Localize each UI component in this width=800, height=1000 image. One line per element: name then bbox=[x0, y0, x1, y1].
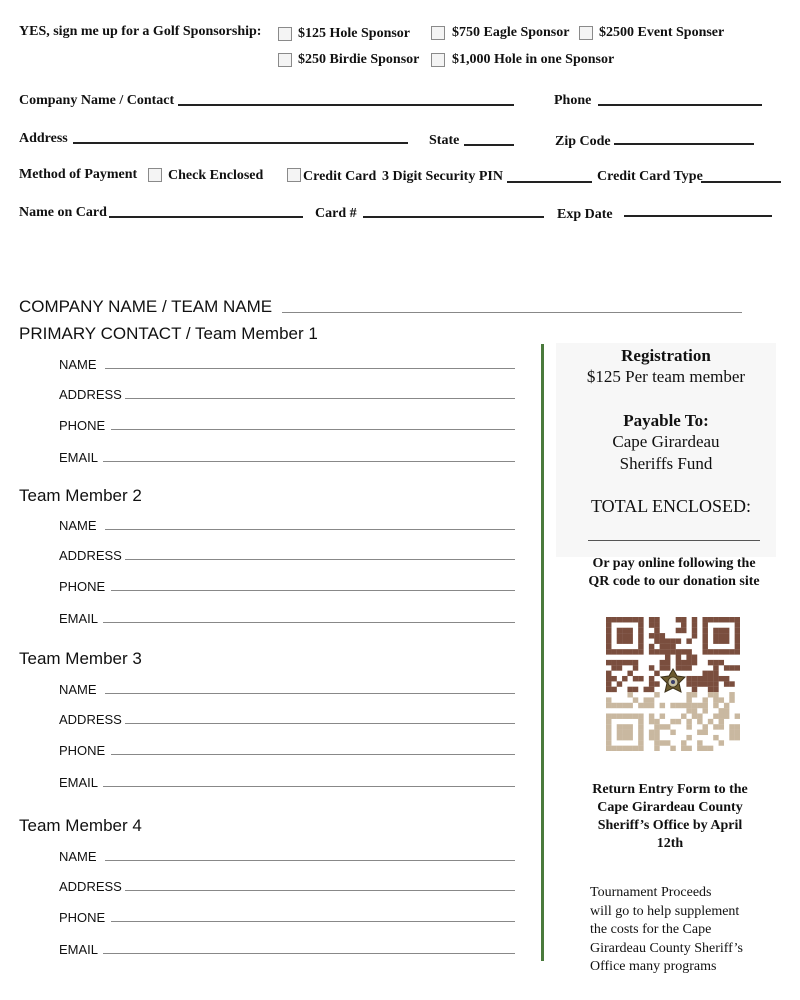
member-1-email-field[interactable] bbox=[103, 461, 515, 462]
member-4-name-label: NAME bbox=[59, 849, 97, 864]
proceeds-line-3: the costs for the Cape bbox=[590, 922, 712, 937]
member-1-email-label: EMAIL bbox=[59, 450, 99, 465]
card-number-field[interactable] bbox=[363, 216, 544, 218]
member-4-phone-label: PHONE bbox=[59, 910, 106, 925]
company-contact-field[interactable] bbox=[178, 104, 514, 106]
phone-field[interactable] bbox=[598, 104, 762, 106]
return-line-3: Sheriff’s Office by April bbox=[597, 818, 743, 833]
checkbox-check-enclosed[interactable] bbox=[148, 168, 162, 182]
total-enclosed-field[interactable] bbox=[588, 540, 760, 541]
member-1-name-field[interactable] bbox=[105, 368, 515, 369]
option-hole-in-one-sponsor: $1,000 Hole in one Sponsor bbox=[452, 52, 615, 67]
total-enclosed-label: TOTAL ENCLOSED: bbox=[590, 496, 752, 516]
proceeds-line-4: Girardeau County Sheriff’s bbox=[590, 940, 743, 956]
name-on-card-field[interactable] bbox=[109, 216, 303, 218]
member-1-address-field[interactable] bbox=[125, 398, 515, 399]
member-4-address-field[interactable] bbox=[125, 890, 515, 891]
member-4-email-label: EMAIL bbox=[59, 942, 99, 957]
proceeds-line-5: Office many programs bbox=[590, 959, 717, 974]
primary-contact-heading: PRIMARY CONTACT / Team Member 1 bbox=[19, 324, 318, 343]
member-3-email-field[interactable] bbox=[103, 786, 515, 787]
member-3-name-label: NAME bbox=[59, 682, 97, 697]
online-line-2: QR code to our donation site bbox=[588, 574, 760, 589]
company-contact-label: Company Name / Contact bbox=[19, 93, 175, 108]
zip-field[interactable] bbox=[614, 143, 754, 145]
checkbox-hole-in-one-sponsor[interactable] bbox=[431, 53, 445, 67]
company-team-label: COMPANY NAME / TEAM NAME bbox=[19, 297, 273, 316]
exp-date-label: Exp Date bbox=[557, 207, 613, 222]
state-label: State bbox=[429, 133, 460, 148]
payable-line-2: Sheriffs Fund bbox=[619, 454, 713, 473]
return-line-1: Return Entry Form to the bbox=[592, 782, 748, 797]
member-2-name-label: NAME bbox=[59, 518, 97, 533]
sheriff-badge-icon bbox=[660, 668, 686, 698]
exp-date-field[interactable] bbox=[624, 215, 772, 217]
address-label: Address bbox=[19, 131, 68, 146]
member-2-address-label: ADDRESS bbox=[59, 548, 122, 563]
team-member-3-heading: Team Member 3 bbox=[19, 649, 142, 668]
payment-method-label: Method of Payment bbox=[19, 167, 138, 182]
member-3-address-field[interactable] bbox=[125, 723, 515, 724]
member-2-phone-label: PHONE bbox=[59, 579, 106, 594]
option-eagle-sponsor: $750 Eagle Sponsor bbox=[452, 25, 570, 40]
option-birdie-sponsor: $250 Birdie Sponsor bbox=[298, 52, 420, 67]
divider-line bbox=[541, 344, 544, 961]
payable-line-1: Cape Girardeau bbox=[612, 432, 720, 451]
member-2-email-field[interactable] bbox=[103, 622, 515, 623]
return-line-2: Cape Girardeau County bbox=[597, 800, 743, 815]
check-enclosed-label: Check Enclosed bbox=[168, 168, 264, 183]
member-4-name-field[interactable] bbox=[105, 860, 515, 861]
proceeds-line-1: Tournament Proceeds bbox=[590, 885, 712, 900]
member-2-email-label: EMAIL bbox=[59, 611, 99, 626]
card-type-field[interactable] bbox=[701, 181, 781, 183]
credit-card-label: Credit Card bbox=[303, 169, 377, 184]
company-team-field[interactable] bbox=[282, 312, 742, 313]
member-3-email-label: EMAIL bbox=[59, 775, 99, 790]
checkbox-hole-sponsor[interactable] bbox=[278, 27, 292, 41]
online-line-1: Or pay online following the bbox=[592, 556, 756, 571]
member-4-phone-field[interactable] bbox=[111, 921, 515, 922]
card-type-label: Credit Card Type bbox=[597, 169, 703, 184]
card-number-label: Card # bbox=[315, 206, 357, 221]
checkbox-credit-card[interactable] bbox=[287, 168, 301, 182]
registration-title: Registration bbox=[621, 346, 711, 365]
security-pin-label: 3 Digit Security PIN bbox=[382, 169, 503, 184]
member-2-name-field[interactable] bbox=[105, 529, 515, 530]
proceeds-line-2: will go to help supplement bbox=[590, 903, 740, 919]
state-field[interactable] bbox=[464, 144, 514, 146]
proceeds-note bbox=[590, 884, 743, 977]
member-2-address-field[interactable] bbox=[125, 559, 515, 560]
payable-title: Payable To: bbox=[623, 411, 709, 430]
member-3-address-label: ADDRESS bbox=[59, 712, 122, 727]
member-2-phone-field[interactable] bbox=[111, 590, 515, 591]
registration-price: $125 Per team member bbox=[586, 367, 746, 386]
checkbox-event-sponsor[interactable] bbox=[579, 26, 593, 40]
option-event-sponsor: $2500 Event Sponser bbox=[599, 25, 725, 40]
security-pin-field[interactable] bbox=[507, 181, 592, 183]
member-3-phone-label: PHONE bbox=[59, 743, 106, 758]
member-1-address-label: ADDRESS bbox=[59, 387, 122, 402]
member-3-phone-field[interactable] bbox=[111, 754, 515, 755]
member-1-name-label: NAME bbox=[59, 357, 97, 372]
sponsorship-prompt: YES, sign me up for a Golf Sponsorship: bbox=[19, 24, 262, 39]
member-1-phone-field[interactable] bbox=[111, 429, 515, 430]
zip-label: Zip Code bbox=[555, 134, 611, 149]
name-on-card-label: Name on Card bbox=[19, 205, 107, 220]
member-1-phone-label: PHONE bbox=[59, 418, 106, 433]
address-field[interactable] bbox=[73, 142, 408, 144]
checkbox-birdie-sponsor[interactable] bbox=[278, 53, 292, 67]
team-member-4-heading: Team Member 4 bbox=[19, 816, 142, 835]
return-line-4: 12th bbox=[656, 836, 684, 851]
member-4-address-label: ADDRESS bbox=[59, 879, 122, 894]
member-4-email-field[interactable] bbox=[103, 953, 515, 954]
option-hole-sponsor: $125 Hole Sponsor bbox=[298, 26, 411, 41]
phone-label: Phone bbox=[554, 93, 592, 108]
team-member-2-heading: Team Member 2 bbox=[19, 486, 142, 505]
member-3-name-field[interactable] bbox=[105, 693, 515, 694]
checkbox-eagle-sponsor[interactable] bbox=[431, 26, 445, 40]
